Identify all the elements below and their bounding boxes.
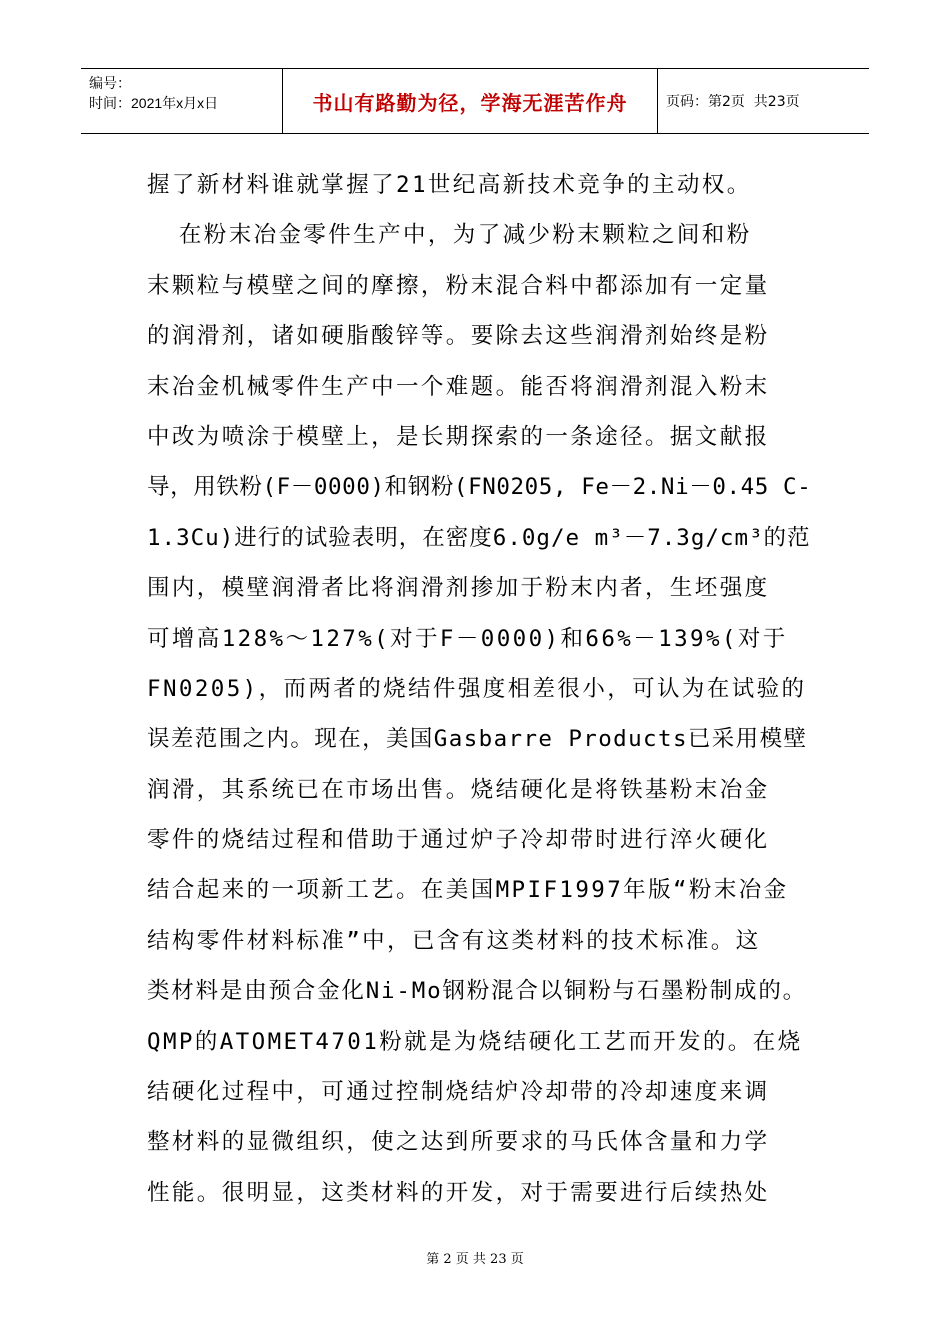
text-line: 1.3Cu)进行的试验表明，在密度6.0g/e m³－7.3g/cm³的范 xyxy=(147,524,811,551)
text-line: 可增高128%～127%(对于F－0000)和66%－139%(对于 xyxy=(147,625,788,652)
header-page-info: 页码：第2页 共23页 xyxy=(666,94,800,110)
page-footer: 第 2 页 共 23 页 xyxy=(426,1252,524,1267)
text-line: 在粉末冶金零件生产中，为了减少粉末颗粒之间和粉 xyxy=(147,222,752,249)
text-line: 围内，模壁润滑者比将润滑剂掺加于粉末内者，生坯强度 xyxy=(147,575,770,602)
text-line: 润滑，其系统已在市场出售。烧结硬化是将铁基粉末冶金 xyxy=(147,776,770,803)
text-line: 中改为喷涂于模壁上，是长期探索的一条途径。据文献报 xyxy=(147,423,770,450)
document-time-label: 时间：2021年x月x日 xyxy=(89,95,219,111)
document-number-label: 编号： xyxy=(89,75,131,91)
text-line: FN0205)，而两者的烧结件强度相差很小，可认为在试验的 xyxy=(147,675,807,702)
text-line: 结合起来的一项新工艺。在美国MPIF1997年版“粉末冶金 xyxy=(147,877,789,904)
text-line: 类材料是由预合金化Ni-Mo钢粉混合以铜粉与石墨粉制成的。 xyxy=(147,978,807,1005)
body-text xyxy=(147,160,812,1218)
text-line: 的润滑剂，诸如硬脂酸锌等。要除去这些润滑剂始终是粉 xyxy=(147,323,770,350)
text-line: 整材料的显微组织，使之达到所要求的马氏体含量和力学 xyxy=(147,1129,770,1156)
text-line: 导，用铁粉(F－0000)和钢粉(FN0205, Fe－2.Ni－0.45 C- xyxy=(147,474,812,501)
page-header xyxy=(81,68,869,134)
text-line: 末颗粒与模壁之间的摩擦，粉末混合料中都添加有一定量 xyxy=(147,272,770,299)
text-line: 结硬化过程中，可通过控制烧结炉冷却带的冷却速度来调 xyxy=(147,1079,770,1106)
text-line: 性能。很明显，这类材料的开发，对于需要进行后续热处 xyxy=(147,1179,770,1206)
text-line: 误差范围之内。现在，美国Gasbarre Products已采用模壁 xyxy=(147,726,808,753)
text-line: 握了新材料谁就掌握了21世纪高新技术竞争的主动权。 xyxy=(147,172,752,198)
text-line: QMP的ATOMET4701粉就是为烧结硬化工艺而开发的。在烧 xyxy=(147,1028,803,1055)
header-meta xyxy=(81,69,283,133)
text-line: 零件的烧结过程和借助于通过炉子冷却带时进行淬火硬化 xyxy=(147,827,770,854)
header-motto: 书山有路勤为径，学海无涯苦作舟 xyxy=(283,69,658,133)
text-line: 结构零件材料标准”中，已含有这类材料的技术标准。这 xyxy=(147,927,761,954)
text-line: 末冶金机械零件生产中一个难题。能否将润滑剂混入粉末 xyxy=(147,373,770,400)
